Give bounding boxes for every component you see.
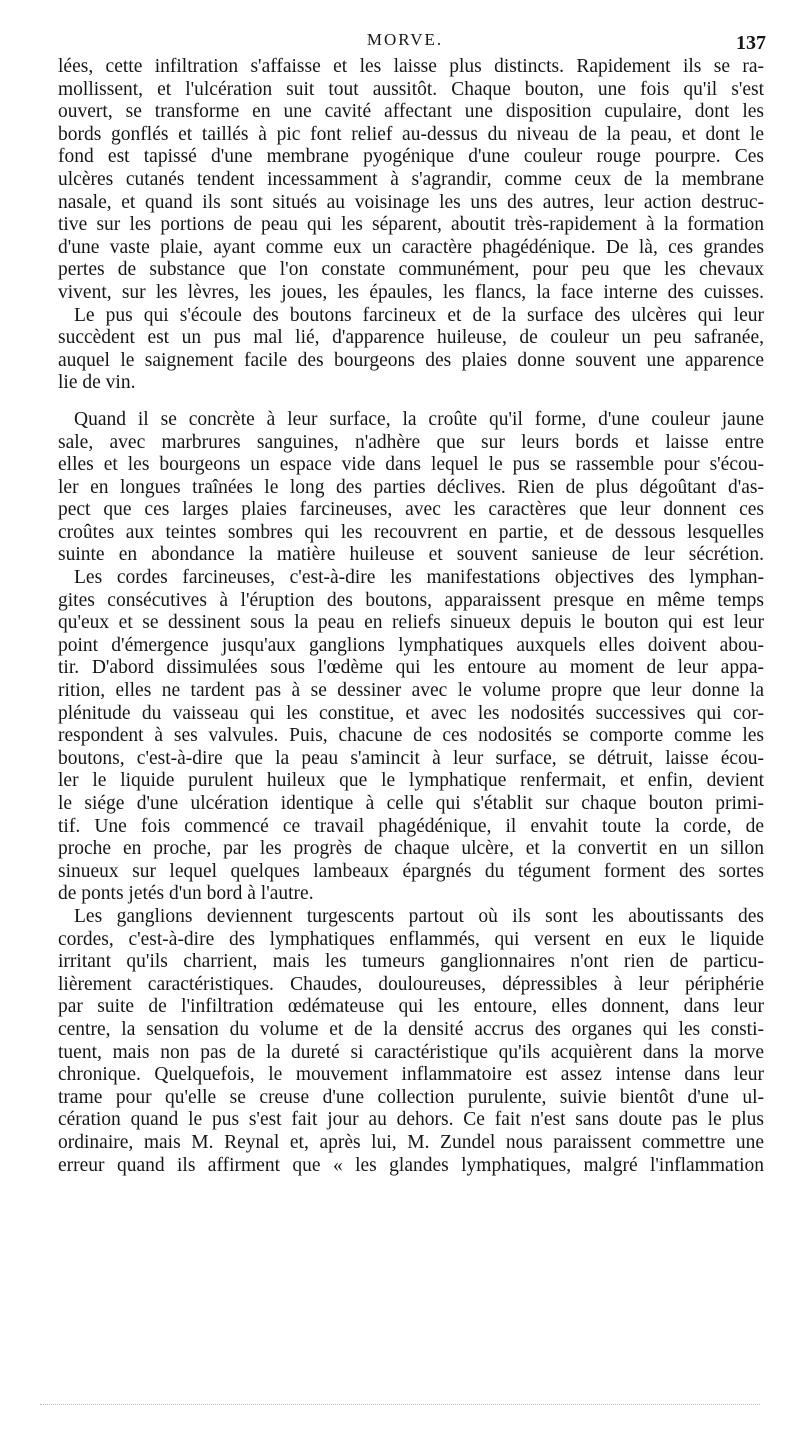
text-line: trame pour qu'elle se creuse d'une collection purulente, suivie bientôt d'une ul-	[58, 1086, 764, 1108]
text-line: Les cordes farcineuses, c'est-à-dire les manifestations objectives des lymphan-	[74, 567, 764, 589]
bleed-through-mark	[40, 1404, 760, 1411]
page-number: 137	[736, 32, 766, 54]
text-line: suinte en abondance la matière huileuse et souvent sanieuse de leur sécrétion.	[58, 544, 764, 566]
text-line: irritant qu'ils charrient, mais les tumeurs ganglionnaires n'ont rien de particu-	[58, 951, 764, 973]
text-line: nasale, et quand ils sont situés au voisinage les uns des autres, leur action destruc-	[58, 191, 764, 213]
paragraph	[58, 567, 764, 906]
running-head	[0, 24, 800, 54]
text-line: auquel le saignement facile des bourgeons des plaies donne souvent une apparence	[58, 349, 764, 371]
text-line: elles et les bourgeons un espace vide dans lequel le pus se rassemble pour s'écou-	[58, 454, 764, 476]
paragraph-gap	[58, 395, 764, 409]
text-line: succèdent est un pus mal lié, d'apparence huileuse, de couleur un peu safranée,	[58, 327, 764, 349]
text-line: point d'émergence jusqu'aux ganglions lymphatiques auxquels elles doivent abou-	[58, 634, 764, 656]
text-line: croûtes aux teintes sombres qui les recouvrent en partie, et de dessous lesquelles	[58, 521, 764, 543]
text-line: pect que ces larges plaies farcineuses, avec les caractères que leur donnent ces	[58, 499, 764, 521]
text-line: ordinaire, mais M. Reynal et, après lui, M. Zundel nous paraissent commettre une	[58, 1131, 764, 1153]
text-line: Les ganglions deviennent turgescents partout où ils sont les aboutissants des	[74, 905, 764, 927]
text-line: ler le liquide purulent huileux que le lymphatique renfermait, et enfin, devient	[58, 770, 764, 792]
text-line: mollissent, et l'ulcération suit tout aussitôt. Chaque bouton, une fois qu'il s'est	[58, 78, 764, 100]
text-line: respondent à ses valvules. Puis, chacune de ces nodosités se comporte comme les	[58, 725, 764, 747]
text-line: lées, cette infiltration s'affaisse et les laisse plus distincts. Rapidement ils se ra-	[58, 56, 764, 77]
text-line: tir. D'abord dissimulées sous l'œdème qui les entoure au moment de leur appa-	[58, 657, 764, 679]
text-line: le siége d'une ulcération identique à celle qui s'établit sur chaque bouton primi-	[58, 793, 764, 814]
text-line: fond est tapissé d'une membrane pyogénique d'une couleur rouge pourpre. Ces	[58, 146, 764, 168]
text-line: lièrement caractéristiques. Chaudes, douloureuses, dépressibles à leur périphérie	[58, 973, 764, 995]
text-line: Quand il se concrète à leur surface, la croûte qu'il forme, d'une couleur jaune	[74, 408, 764, 430]
text-line: d'une vaste plaie, ayant comme eux un caractère phagédénique. De là, ces grandes	[58, 236, 764, 258]
text-line: cération quand le pus s'est fait jour au dehors. Ce fait n'est sans doute pas le plus	[58, 1109, 764, 1131]
text-line: tive sur les portions de peau qui les séparent, aboutit très-rapidement à la formation	[58, 214, 764, 236]
paragraph	[58, 906, 764, 1177]
text-line: proche en proche, par les progrès de chaque ulcère, et la convertit en un sillon	[58, 838, 764, 860]
text-line: tif. Une fois commencé ce travail phagédénique, il envahit toute la corde, de	[58, 815, 764, 837]
body-text	[58, 56, 764, 1177]
text-line: de ponts jetés d'un bord à l'autre.	[58, 883, 314, 905]
text-line: bords gonflés et taillés à pic font relief au-dessus du niveau de la peau, et dont le	[58, 123, 764, 145]
text-line: erreur quand ils affirment que « les glandes lymphatiques, malgré l'inflammation	[58, 1154, 764, 1176]
text-line: par suite de l'infiltration œdémateuse qui les entoure, elles donnent, dans leur	[58, 996, 764, 1018]
page-title: MORVE.	[366, 30, 444, 49]
text-line: sinueux sur lequel quelques lambeaux épargnés du tégument forment des sortes	[58, 860, 764, 882]
text-line: ouvert, se transforme en une cavité affectant une disposition cupulaire, dont les	[58, 101, 764, 123]
text-line: lie de vin.	[58, 372, 136, 394]
text-line: vivent, sur les lèvres, les joues, les épaules, les flancs, la face interne des cuisses.	[58, 281, 764, 303]
text-line: rition, elles ne tardent pas à se dessiner avec le volume propre que leur donne la	[58, 680, 764, 702]
paragraph	[58, 409, 764, 567]
text-line: chronique. Quelquefois, le mouvement inflammatoire est assez intense dans leur	[58, 1064, 764, 1086]
paragraph	[58, 56, 764, 305]
text-line: gites consécutives à l'éruption des boutons, apparaissent presque en même temps	[58, 589, 764, 611]
text-line: tuent, mais non pas de la dureté si caractéristique qu'ils acquièrent dans la morve	[58, 1041, 764, 1063]
text-line: boutons, c'est-à-dire que la peau s'amincit à leur surface, se détruit, laisse écou-	[58, 747, 764, 769]
text-line: pertes de substance que l'on constate communément, pour peu que les chevaux	[58, 259, 764, 281]
text-line: Le pus qui s'écoule des boutons farcineux et de la surface des ulcères qui leur	[74, 304, 764, 326]
text-line: plénitude du vaisseau qui les constitue, et avec les nodosités successives qui cor-	[58, 702, 764, 724]
text-line: qu'eux et se dessinent sous la peau en reliefs sinueux depuis le bouton qui est leur	[58, 612, 764, 634]
text-line: centre, la sensation du volume et de la densité accrus des organes qui les consti-	[58, 1018, 764, 1040]
text-line: ler en longues traînées le long des parties déclives. Rien de plus dégoûtant d'as-	[58, 476, 764, 498]
paragraph	[58, 305, 764, 395]
text-line: sale, avec marbrures sanguines, n'adhère que sur leurs bords et laisse entre	[58, 431, 764, 453]
text-line: ulcères cutanés tendent incessamment à s'agrandir, comme ceux de la membrane	[58, 168, 764, 190]
text-line: cordes, c'est-à-dire des lymphatiques enflammés, qui versent en eux le liquide	[58, 928, 764, 950]
